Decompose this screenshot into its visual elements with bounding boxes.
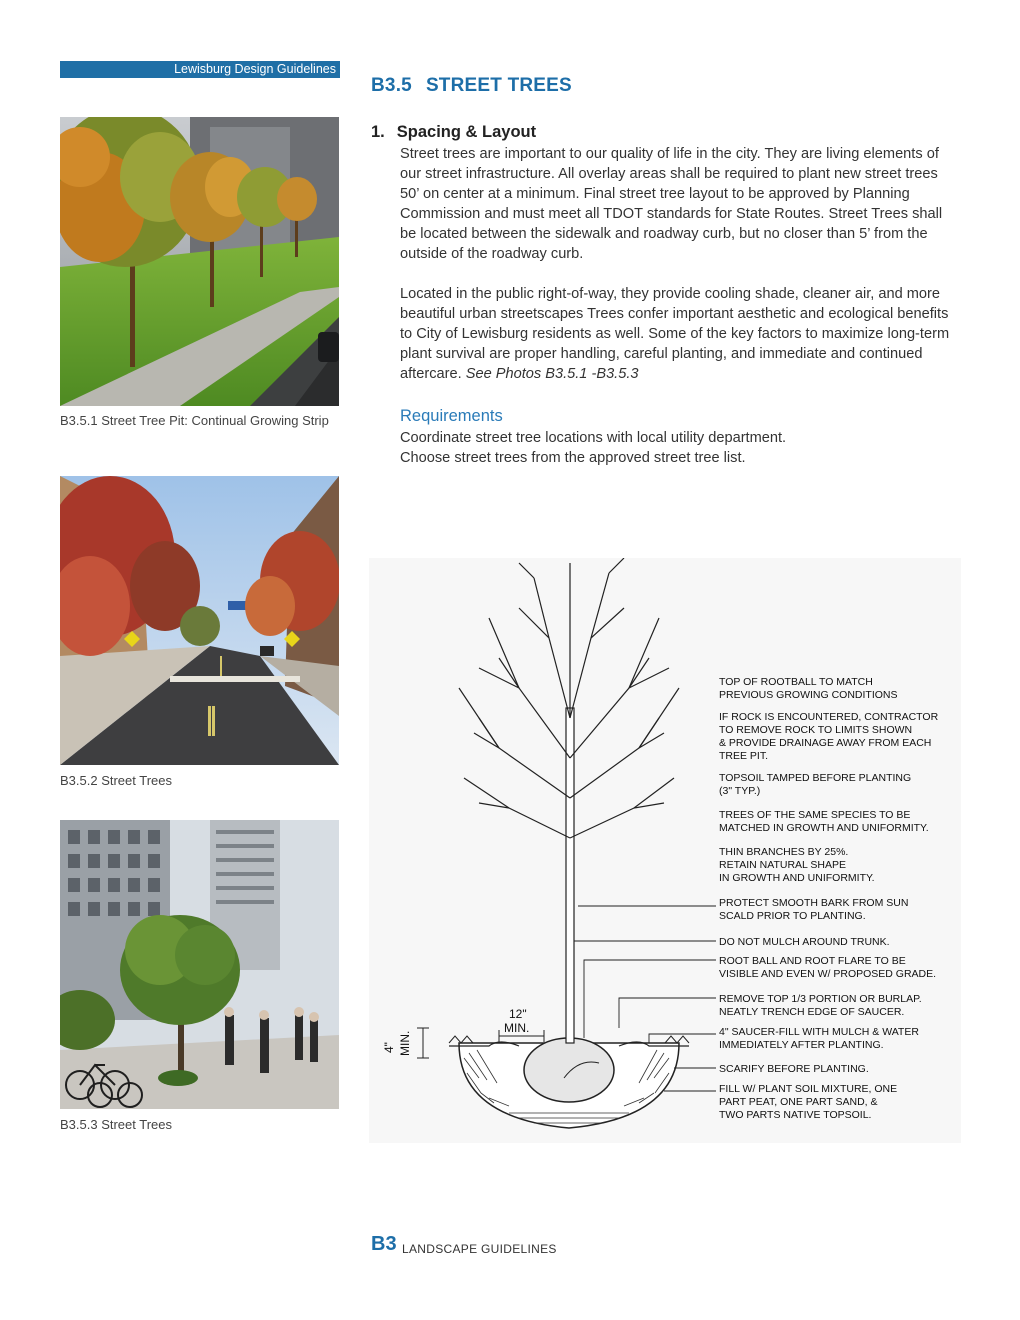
root-ball (524, 1038, 614, 1102)
dimension-width: 12" (509, 1007, 527, 1021)
svg-text:REMOVE TOP 1/3 PORTION OR BURL (719, 993, 922, 1018)
photo-caption-2: B3.5.2 Street Trees (60, 773, 173, 788)
subsection-title: Spacing & Layout (396, 123, 537, 141)
note-line: DO NOT MULCH AROUND TRUNK. (719, 936, 890, 948)
note-line: PREVIOUS GROWING CONDITIONS (719, 689, 898, 701)
section-number: B3.5 (371, 75, 412, 96)
tree-trunk (566, 708, 574, 1043)
photo-caption-1: B3.5.1 Street Tree Pit: Continual Growing Strip (60, 413, 329, 428)
document-header-bar (60, 61, 340, 78)
note-line: IN GROWTH AND UNIFORMITY. (719, 872, 875, 884)
note-line: SCARIFY BEFORE PLANTING. (719, 1063, 869, 1075)
note-line: PART PEAT, ONE PART SAND, & (719, 1096, 878, 1108)
subsection-heading (371, 123, 536, 142)
photo-street-tree-pit (60, 117, 339, 406)
svg-text:FILL W/ PLANT SOIL MIXTURE, ON (719, 1083, 897, 1121)
note-line: TREE PIT. (719, 750, 769, 762)
body-paragraph-1: Street trees are important to our quality of life in the city. They are living elements of our street infrastructure. All overlay areas shall be required to plant new street trees 50’ on center at a minimum. Final street tree layout to be approved by Planning Commission and must meet all TDOT standards for State Routes. Street Trees shall be located between the sidewalk and roadway curb, but no closer than 5’ from the outside of the roadway curb. (400, 146, 943, 262)
body-paragraph-2-text: Located in the public right-of-way, they provide cooling shade, cleaner air, and more beautiful urban streetscapes Trees confer important aesthetic and ecological benefits to City of Lewisburg residents as well. Some of the key factors to maximize long-term plant survival are proper handling, careful planting, and immediate and continued aftercare. (400, 286, 950, 382)
photo-city-sidewalk-trees (60, 820, 339, 1109)
tree-planting-detail-diagram (369, 558, 961, 1143)
note-line: 4" SAUCER-FILL WITH MULCH & WATER (719, 1026, 919, 1038)
note-line: TOP OF ROOTBALL TO MATCH (719, 676, 873, 688)
note-line: TWO PARTS NATIVE TOPSOIL. (719, 1109, 872, 1121)
svg-text:TOP OF ROOTBALL TO MATCHPREVIO (719, 676, 898, 701)
note-line: (3" TYP.) (719, 785, 761, 797)
svg-text:DO NOT MULCH AROUND TRUNK. (719, 936, 890, 948)
note-line: PROTECT SMOOTH BARK FROM SUN (719, 897, 909, 909)
dimension-width-min: MIN. (504, 1021, 530, 1035)
dimension-depth: 4" (382, 1042, 396, 1053)
note-line: SCALD PRIOR TO PLANTING. (719, 910, 866, 922)
note-line: NEATLY TRENCH EDGE OF SAUCER. (719, 1006, 905, 1018)
photo-reference: See Photos B3.5.1 -B3.5.3 (465, 366, 639, 382)
requirements-list (400, 428, 955, 468)
photo-caption-3: B3.5.3 Street Trees (60, 1117, 173, 1132)
note-line: TOPSOIL TAMPED BEFORE PLANTING (719, 772, 912, 784)
requirement-item: Choose street trees from the approved street tree list. (400, 450, 746, 466)
svg-text:SCARIFY BEFORE PLANTING. (719, 1063, 869, 1075)
note-line: REMOVE TOP 1/3 PORTION OR BURLAP. (719, 993, 922, 1005)
document-title: Lewisburg Design Guidelines (174, 62, 336, 76)
svg-text:ROOT BALL AND ROOT FLARE TO BE (719, 955, 936, 980)
note-line: RETAIN NATURAL SHAPE (719, 859, 846, 871)
note-line: VISIBLE AND EVEN W/ PROPOSED GRADE. (719, 968, 937, 980)
requirement-item: Coordinate street tree locations with local utility department. (400, 430, 787, 446)
requirements-heading: Requirements (400, 407, 503, 425)
note-line: FILL W/ PLANT SOIL MIXTURE, ONE (719, 1083, 898, 1095)
footer-chapter-label: LANDSCAPE GUIDELINES (402, 1242, 557, 1256)
section-title (371, 75, 572, 97)
note-line: ROOT BALL AND ROOT FLARE TO BE (719, 955, 906, 967)
footer-chapter-code: B3 (371, 1233, 397, 1255)
section-name: STREET TREES (425, 75, 572, 96)
note-line: TO REMOVE ROCK TO LIMITS SHOWN (719, 724, 913, 736)
note-line: IMMEDIATELY AFTER PLANTING. (719, 1039, 884, 1051)
dimension-depth-min: MIN. (398, 1030, 412, 1056)
subsection-number: 1. (371, 123, 385, 141)
body-paragraph-2 (400, 284, 955, 384)
note-line: IF ROCK IS ENCOUNTERED, CONTRACTOR (719, 711, 939, 723)
note-line: & PROVIDE DRAINAGE AWAY FROM EACH (719, 737, 932, 749)
svg-text:TREES OF THE SAME SPECIES TO B (719, 809, 929, 834)
note-line: THIN BRANCHES BY 25%. (719, 846, 849, 858)
photo-street-trees-main-street (60, 476, 339, 765)
note-line: TREES OF THE SAME SPECIES TO BE (719, 809, 911, 821)
note-line: MATCHED IN GROWTH AND UNIFORMITY. (719, 822, 929, 834)
